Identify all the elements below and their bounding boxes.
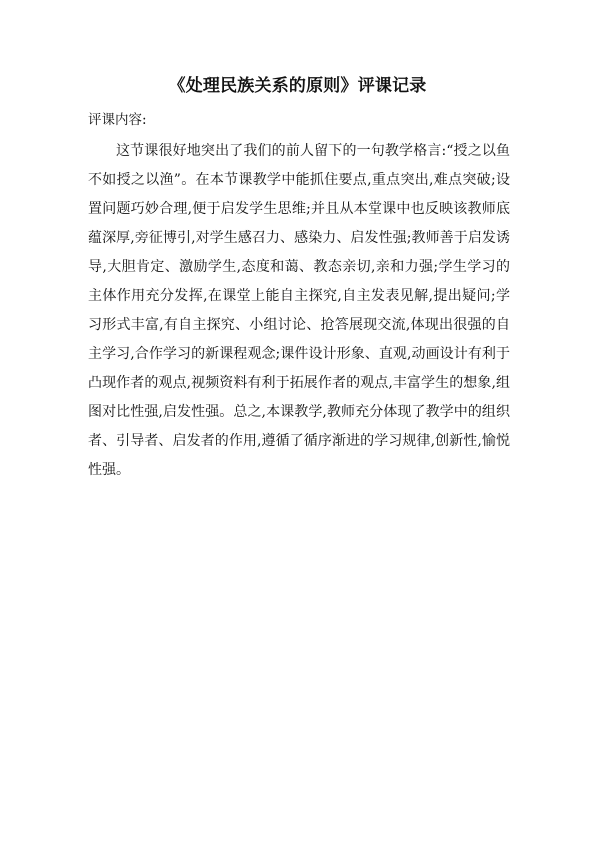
- section-label: 评课内容:: [88, 112, 147, 128]
- body-paragraph: 这节课很好地突出了我们的前人留下的一句教学格言:“授之以鱼不如授之以渔”。在本节课教学中能抓住要点,重点突出,难点突破;设置问题巧妙合理,便于启发学生思维;并且从本堂课中也反映该教师底蕴深厚,旁征博引,对学生感召力、感染力、启发性强;教师善于启发诱导,大胆肯定、激励学生,态度和蔼、教态亲切,亲和力强;学生学习的主体作用充分发挥,在课堂上能自主探究,自主发表见解,提出疑问;学习形式丰富,有自主探究、小组讨论、抢答展现交流,体现出很强的自主学习,合作学习的新课程观念;课件设计形象、直观,动画设计有利于凸现作者的观点,视频资料有利于拓展作者的观点,丰富学生的想象,组图对比性强,启发性强。总之,本课教学,教师充分体现了教学中的组织者、引导者、启发者的作用,遵循了循序渐进的学习规律,创新性,愉悦性强。: [88, 143, 510, 478]
- page-title: 《处理民族关系的原则》评课记录: [168, 76, 427, 96]
